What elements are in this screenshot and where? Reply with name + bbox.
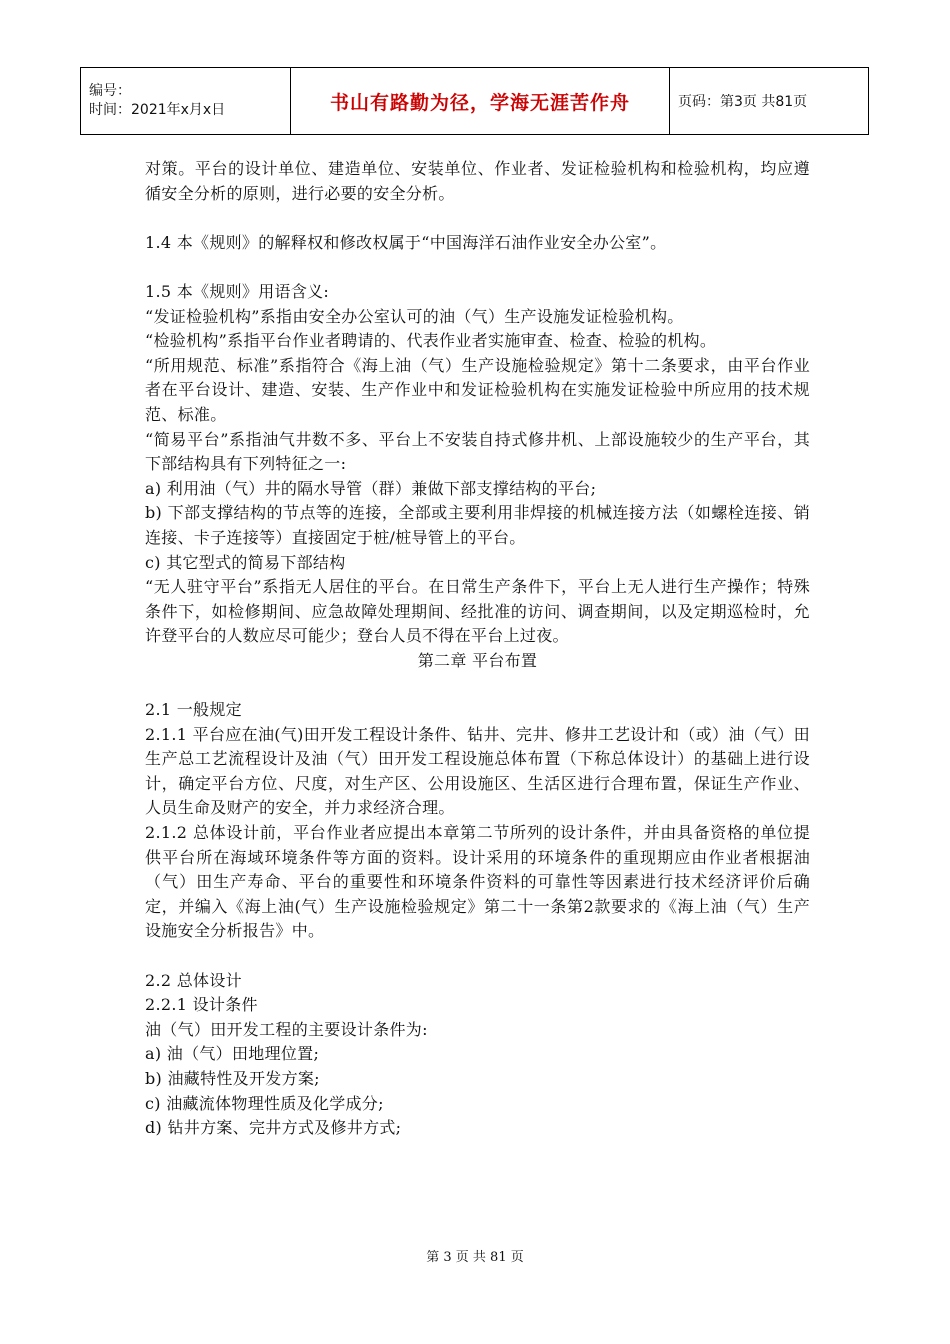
header-page-info: 页码：第3页 共81页 <box>678 94 808 110</box>
header-meta-cell <box>81 68 291 135</box>
document-date: 时间：2021年x月x日 <box>89 102 226 118</box>
body-paragraph: a) 油（气）田地理位置; <box>145 1044 320 1064</box>
body-paragraph: “发证检验机构”系指由安全办公室认可的油（气）生产设施发证检验机构。 <box>145 306 684 326</box>
body-paragraph: “所用规范、标准”系指符合《海上油（气）生产设施检验规定》第十二条要求，由平台作业者在平台设计、建造、安装、生产作业中和发证检验机构在实施发证检验中所应用的技术规范、标准。 <box>145 355 810 424</box>
header-motto: 书山有路勤为径，学海无涯苦作舟 <box>329 91 630 114</box>
body-paragraph: 2.2.1 设计条件 <box>145 995 258 1015</box>
body-paragraph: 2.1 一般规定 <box>145 700 242 720</box>
page-footer <box>0 1246 950 1265</box>
body-paragraph: 2.1.2 总体设计前，平台作业者应提出本章第二节所列的设计条件，并由具备资格的单位提供平台所在海域环境条件等方面的资料。设计采用的环境条件的重现期应由作业者根据油（气）田生产寿命、平台的重要性和环境条件资料的可靠性等因素进行技术经济评价后确定，并编入《海上油(气）生产设施检验规定》第二十一条第2款要求的《海上油（气）生产设施安全分析报告》中。 <box>145 823 810 941</box>
document-body <box>145 157 810 1141</box>
body-paragraph: b) 油藏特性及开发方案; <box>145 1068 320 1088</box>
body-paragraph: “简易平台”系指油气井数不多、平台上不安装自持式修井机、上部设施较少的生产平台，其下部结构具有下列特征之一: <box>145 429 810 474</box>
body-paragraph: 2.1.1 平台应在油(气)田开发工程设计条件、钻井、完井、修井工艺设计和（或）油（气）田生产总工艺流程设计及油（气）田开发工程设施总体布置（下称总体设计）的基础上进行设计，确定平台方位、尺度，对生产区、公用设施区、生活区进行合理布置，保证生产作业、人员生命及财产的安全，并力求经济合理。 <box>145 724 810 818</box>
footer-page-number: 第 3 页 共 81 页 <box>426 1250 524 1265</box>
body-paragraph: c) 油藏流体物理性质及化学成分; <box>145 1093 384 1113</box>
body-paragraph: “检验机构”系指平台作业者聘请的、代表作业者实施审查、检查、检验的机构。 <box>145 331 717 351</box>
body-paragraph: 1.5 本《规则》用语含义: <box>145 281 330 301</box>
header-motto-cell <box>291 68 670 135</box>
body-paragraph: d) 钻井方案、完井方式及修井方式; <box>145 1118 402 1138</box>
body-paragraph: 对策。平台的设计单位、建造单位、安装单位、作业者、发证检验机构和检验机构，均应遵循安全分析的原则，进行必要的安全分析。 <box>145 159 810 203</box>
body-paragraph: 1.4 本《规则》的解释权和修改权属于“中国海洋石油作业安全办公室”。 <box>145 232 667 252</box>
body-paragraph: c) 其它型式的简易下部结构 <box>145 552 346 572</box>
document-number-label: 编号： <box>89 83 131 99</box>
body-paragraph: b) 下部支撑结构的节点等的连接，全部或主要利用非焊接的机械连接方法（如螺栓连接、销连接、卡子连接等）直接固定于桩/桩导管上的平台。 <box>145 503 810 547</box>
chapter-heading: 第二章 平台布置 <box>417 650 538 670</box>
body-paragraph: a) 利用油（气）井的隔水导管（群）兼做下部支撑结构的平台; <box>145 478 597 498</box>
body-paragraph: 油（气）田开发工程的主要设计条件为: <box>145 1019 428 1039</box>
page-header <box>80 67 869 135</box>
header-page-cell <box>670 68 869 135</box>
body-paragraph: “无人驻守平台”系指无人居住的平台。在日常生产条件下，平台上无人进行生产操作；特殊条件下，如检修期间、应急故障处理期间、经批准的访问、调查期间，以及定期巡检时，允许登平台的人数应尽可能少；登台人员不得在平台上过夜。 <box>145 577 810 646</box>
body-paragraph: 2.2 总体设计 <box>145 970 242 990</box>
